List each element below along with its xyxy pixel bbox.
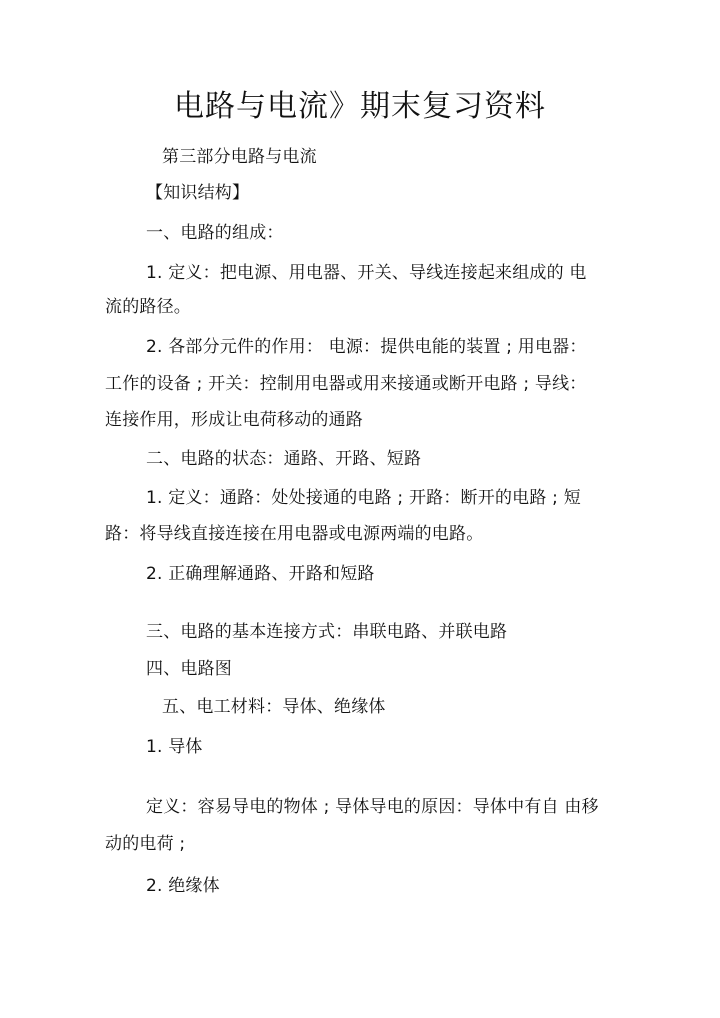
paragraph-line: 路：将导线直接连接在用电器或电源两端的电路。 bbox=[105, 524, 484, 544]
paragraph-line: 定义：容易导电的物体 ; 导体导电的原因：导体中有自 由移 bbox=[146, 797, 599, 817]
paragraph-line: 2. 各部分元件的作用： 电源：提供电能的装置 ; 用电器： bbox=[146, 337, 587, 357]
paragraph-line: 连接作用，形成让电荷移动的通路 bbox=[105, 410, 363, 430]
section-heading: 第三部分电路与电流 bbox=[162, 147, 317, 167]
subheading-conductor: 1. 导体 bbox=[146, 737, 203, 757]
heading-electrical-materials: 五、电工材料：导体、绝缘体 bbox=[162, 697, 386, 717]
paragraph-line: 1. 定义：通路：处处接通的电路 ; 开路：断开的电路 ; 短 bbox=[146, 488, 581, 508]
heading-connection-methods: 三、电路的基本连接方式：串联电路、并联电路 bbox=[146, 622, 508, 642]
paragraph-line: 流的路径。 bbox=[105, 297, 191, 317]
knowledge-structure-heading: 【知识结构】 bbox=[146, 183, 250, 203]
heading-circuit-composition: 一、电路的组成： bbox=[146, 223, 284, 243]
paragraph-line: 工作的设备 ; 开关：控制用电器或用来接通或断开电路 ; 导线： bbox=[105, 374, 587, 394]
paragraph-line: 2. 正确理解通路、开路和短路 bbox=[146, 564, 375, 584]
paragraph-line: 1. 定义：把电源、用电器、开关、导线连接起来组成的 电 bbox=[146, 263, 587, 283]
heading-circuit-states: 二、电路的状态：通路、开路、短路 bbox=[146, 449, 422, 469]
document-title: 电路与电流》期末复习资料 bbox=[174, 89, 546, 124]
subheading-insulator: 2. 绝缘体 bbox=[146, 876, 220, 896]
heading-circuit-diagram: 四、电路图 bbox=[146, 659, 232, 679]
paragraph-line: 动的电荷 ; bbox=[105, 834, 186, 854]
